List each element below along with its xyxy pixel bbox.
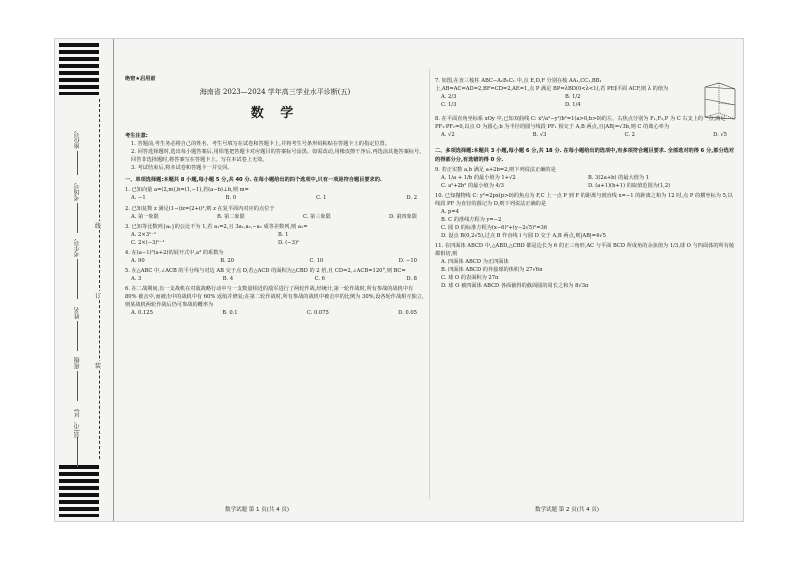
question-6: 6. 在二战期间,有一支战机在对敌战略行动中与一支数量相近的敌军进行了两轮作战,经统计,第一轮作战时,所有参战的战机中有 80% 被击中,而被击中的战机中有 60% 返航并修复;在第二轮作战时,所有参战的战机中被击中的比例为 30%,设各轮作战相互独立,则某战机两轮作战后仍可参战的概率为 xyxy=(125,286,424,309)
county-label: 县(市、区) xyxy=(74,409,81,438)
option: D. 0.05 xyxy=(398,310,417,317)
candidate-number-label: 考生号 xyxy=(74,239,81,257)
option: D. 第四象限 xyxy=(388,213,417,220)
barcode-bottom xyxy=(59,465,99,517)
exam-title: 海南省 2023—2024 学年高三学业水平诊断(五) xyxy=(199,88,351,97)
question-10-option-c: C. 圆 D 的标准方程为(x−6)²+(y−2√5)²=36 xyxy=(441,225,548,231)
option: D. (−3)ⁿ xyxy=(278,239,300,246)
option: C. 6 xyxy=(314,276,325,283)
option: B. 第二象限 xyxy=(216,213,245,220)
cut-mark-bind: 订 xyxy=(95,293,102,300)
question-11-option-c: C. 球 O 的表面积为 27π xyxy=(441,275,499,282)
question-7: 7. 如图,在直三棱柱 ABC−A₁B₁C₁ 中,点 E,D,F 分别在棱 AA₁,CC₁,BB₁ 上,AB=AC=AD=2,BF=CD=2,AE=1,点 P 满足 BP=λBD(0<λ<1),若 PE∥平面 ACF,则 λ 的值为 xyxy=(435,78,669,93)
option: A. −1 xyxy=(131,195,146,202)
option: B. 20 xyxy=(220,257,234,264)
question-11-option-a: A. 四面体 ABCD 为正四面体 xyxy=(441,259,509,266)
option: C. 1 xyxy=(316,195,327,202)
exam-room-label: 考场号 xyxy=(74,183,81,201)
note-2: 2. 回答选择题时,选出每小题答案后,用铅笔把答题卡对应题目的答案标号涂黑。如需改动,用橡皮擦干净后,再选涂其他答案标号。回答非选择题时,将答案写在答题卡上。写在本试卷上无效。 xyxy=(131,149,425,164)
question-10-option-b: B. C 的准线方程为 y=−2 xyxy=(441,216,502,223)
barcode-top xyxy=(59,43,99,95)
question-8: 8. 在平面直角坐标系 xOy 中,已知双曲线 C: x²/a²−y²/b²=1(a>0,b>0)的左、右焦点分别为 F₁,F₂,P 为 C 右支上的一点,满足 PF₁·PF₂=0,以点 O 为圆心,b 为半径的圆与线段 PF₁ 相交于 A,B 两点,且|AB|=√3b,则 C 的离心率为 xyxy=(435,116,726,131)
county-blank xyxy=(77,437,78,467)
question-7-options xyxy=(435,93,735,109)
option: D. 2 xyxy=(406,195,417,202)
question-4-options xyxy=(125,257,425,265)
question-11-option-d: D. 球 O 被四面体 ABCD 各面截得的截面圆的周长之和为 8√3π xyxy=(441,283,589,290)
option: B. 3(2a+b) 的最大值为 1 xyxy=(588,174,650,181)
option: B. √3 xyxy=(532,132,547,139)
option: A. 0.125 xyxy=(131,310,153,317)
question-1: 1. 已知向量 a=(2,m),b=(1,−1),若(a−b)⊥b,则 m= xyxy=(125,187,249,194)
question-11-option-b: B. 四面体 ABCD 的外接球的体积为 27√6π xyxy=(441,267,543,274)
option: C. 0.075 xyxy=(306,310,329,317)
notes-heading: 考生注意: xyxy=(125,133,148,140)
option: A. 2/3 xyxy=(441,94,457,101)
option: D. 8 xyxy=(406,276,417,283)
question-9-options xyxy=(435,174,735,190)
question-3-options xyxy=(125,231,425,247)
question-8-options xyxy=(435,131,735,139)
option: D. −10 xyxy=(398,257,417,264)
option: A. 90 xyxy=(131,257,145,264)
option: C. 第三象限 xyxy=(302,213,331,220)
option: A. 1/a + 1/b 的最小值为 1+√2 xyxy=(441,174,516,181)
option: C. a²+2b² 的最小值为 4/3 xyxy=(441,182,504,189)
question-10: 10. 已知抛物线 C: y²=2px(p>0)的焦点为 F,C 上一点 P 到 F 的距离与到直线 x=−1 的距离之和为 12 时,点 P 的横坐标为 5,以线段 PF 为直径的圆记为 D,则下列说法正确的是 xyxy=(435,192,733,207)
option: C. 1/3 xyxy=(441,102,457,109)
question-4: 4. 在(a−1)⁵(a+2)的展开式中,a³ 的系数为 xyxy=(125,249,224,256)
option: A. 第一象限 xyxy=(131,213,159,220)
section-1-heading: 一、单项选择题:本题共 8 小题,每小题 5 分,共 40 分. 在每小题给出的四个选项中,只有一项是符合题目要求的. xyxy=(125,177,382,184)
question-5: 5. 在△ABC 中,∠ACB 的平分线与对边 AB 交于点 D,若△ACD 的面积为△CBD 的 2 倍,且 CD=2,∠ACB=120°,则 BC= xyxy=(125,267,406,274)
note-3: 3. 考试结束后,将本试卷和答题卡一并交回。 xyxy=(131,165,233,172)
question-2-options xyxy=(125,213,425,221)
option: C. 2 xyxy=(624,132,635,139)
note-1: 1. 答题前,考生务必将自己的姓名、考生号填写在试卷和答题卡上,并将考生号条形码粘贴在答题卡上的指定位置。 xyxy=(131,141,390,148)
exam-paper xyxy=(54,38,744,522)
option: A. √2 xyxy=(441,132,455,139)
page-footer-right: 数学试题 第 2 页(共 4 页) xyxy=(535,507,600,513)
option: C. 10 xyxy=(309,257,324,264)
question-10-option-d: D. 设点 B(0,2√5),过点 B 作直线 l 与圆 D 交于 A,B 两点,则|AB|=4√5 xyxy=(441,233,606,240)
column-divider xyxy=(429,69,430,499)
exam-room-blank xyxy=(77,203,78,233)
section-2-heading: 二、多项选择题:本题共 3 小题,每小题 6 分,共 18 分. 在每小题给出的选项中,有多项符合题目要求. 全部选对的得 6 分,部分选对的得部分分,有选错的得 0 分. xyxy=(435,148,735,163)
class-label: 班级 xyxy=(74,357,81,369)
option: D. √5 xyxy=(713,132,727,139)
option: B. 0 xyxy=(225,195,237,202)
option: B. 1/2 xyxy=(565,94,581,101)
option: B. 4 xyxy=(222,276,234,283)
cut-line xyxy=(99,99,100,459)
question-10-option-a: A. p=4 xyxy=(441,208,460,215)
option: B. 0.1 xyxy=(222,310,238,317)
name-label: 姓名 xyxy=(74,307,81,319)
seat-number-blank xyxy=(77,151,78,175)
page-footer-left: 数学试题 第 1 页(共 4 页) xyxy=(225,507,290,513)
subject-title: 数 学 xyxy=(250,105,300,121)
right-column xyxy=(435,75,735,291)
question-6-options xyxy=(125,309,425,317)
class-blank xyxy=(77,371,78,401)
question-11: 11. 在四面体 ABCD 中,△ABD,△CBD 都是边长为 6 的正三角形,AC 与平面 BCD 所成角的余弦值为 1/3,球 O 与四面体的所有棱都相切,则 xyxy=(435,243,735,258)
question-2: 2. 已知复数 z 满足(1−i)z=(2+i)²,则 z 在复平面内对应的点位于 xyxy=(125,205,275,212)
left-column xyxy=(125,75,425,317)
candidate-number-blank xyxy=(77,259,78,299)
option: C. 2×(−3)ⁿ⁻¹ xyxy=(131,239,165,246)
binding-margin xyxy=(55,39,114,521)
cut-mark-pack: 装 xyxy=(95,363,102,370)
question-1-options xyxy=(125,194,425,202)
option: A. 3 xyxy=(131,276,142,283)
seat-number-label: 座位号 xyxy=(74,131,81,149)
name-blank xyxy=(77,321,78,351)
cut-mark-line: 线 xyxy=(95,223,102,230)
option: B. 1 xyxy=(278,231,289,238)
confidential-mark: 绝密★启用前 xyxy=(125,76,156,82)
question-3: 3. 已知等比数列{aₙ}的公比不为 1,若 a₁=2,且 3a₁,a₃,−a₂ 成等差数列,则 aₙ= xyxy=(125,223,308,230)
option: D. (a+1)(b+1) 的取值范围为(1,2) xyxy=(588,182,671,189)
prism-figure xyxy=(701,79,741,123)
question-9: 9. 若正实数 a,b 满足 a+2b=2,则下列说法正确的是 xyxy=(435,166,556,173)
option: D. 1/4 xyxy=(565,102,581,109)
option: A. 2×3ⁿ⁻¹ xyxy=(131,231,157,238)
question-5-options xyxy=(125,275,425,283)
